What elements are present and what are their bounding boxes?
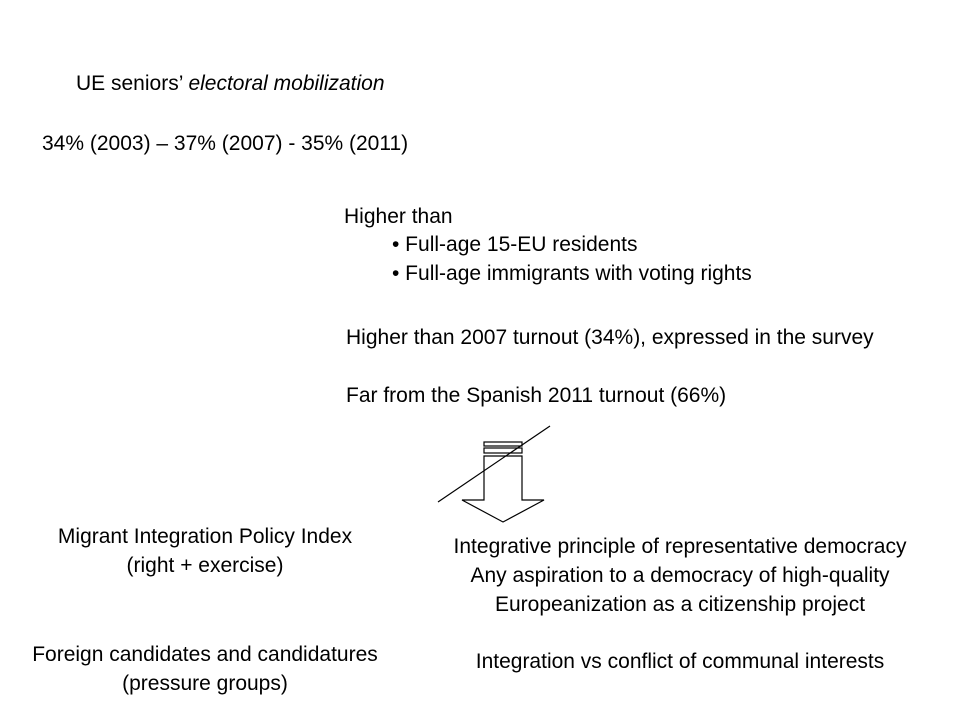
bullet-immigrants: • Full-age immigrants with voting rights [392, 262, 752, 285]
foreign-line-1: Foreign candidates and candidatures [32, 643, 378, 666]
mipex-line-2: (right + exercise) [126, 554, 284, 577]
bullet-eu-residents: • Full-age 15-EU residents [392, 233, 638, 256]
principle-item: Europeanization as a citizenship project [494, 593, 866, 616]
arrow-body [462, 456, 544, 522]
crossed-down-arrow-icon [420, 420, 560, 530]
mipex-line-1: Migrant Integration Policy Index [57, 525, 353, 548]
conflict-block [410, 647, 950, 676]
conflict-text: Integration vs conflict of communal interests [475, 650, 885, 673]
slide-title [76, 71, 385, 97]
mobilization-stats: 34% (2003) – 37% (2007) - 35% (2011) [42, 132, 409, 155]
principle-item: Integrative principle of representative democracy [453, 535, 907, 558]
turnout-far-text: Far from the Spanish 2011 turnout (66%) [346, 384, 727, 407]
higher-than-heading: Higher than [344, 205, 453, 228]
foreign-line-2: (pressure groups) [122, 672, 288, 695]
arrow-stripe-top [484, 442, 522, 446]
title-emphasis: electoral mobilization [188, 72, 385, 95]
turnout-higher-text: Higher than 2007 turnout (34%), expressed in the survey [346, 326, 874, 349]
mipex-block [10, 522, 400, 580]
foreign-candidates-block [0, 640, 410, 698]
principles-block [410, 532, 950, 619]
title-prefix: UE seniors’ [76, 72, 189, 95]
principle-item: Any aspiration to a democracy of high-quality [470, 564, 890, 587]
